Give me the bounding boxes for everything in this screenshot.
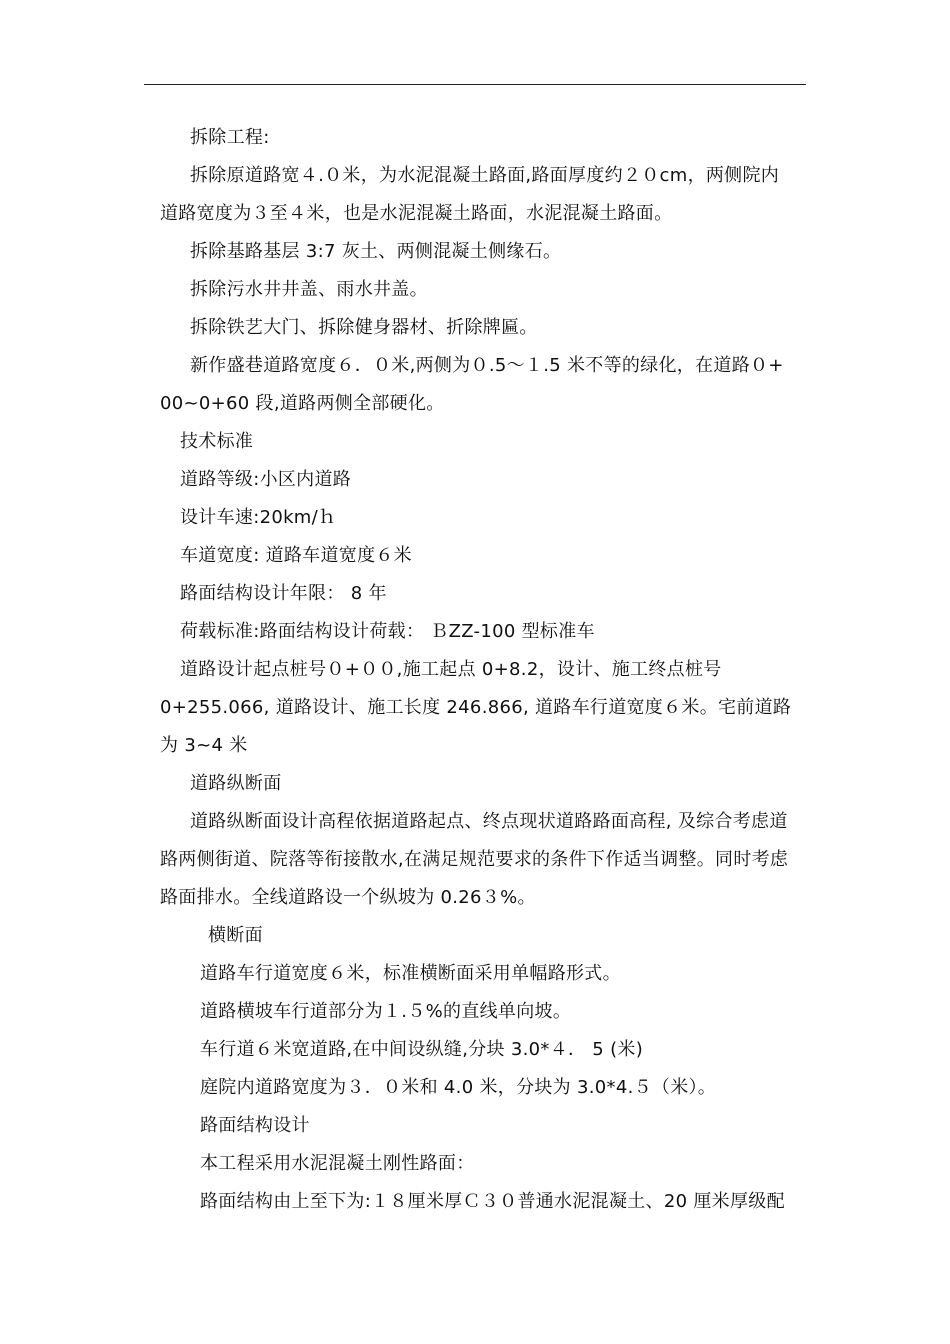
heading-demolition: 拆除工程:: [190, 127, 270, 148]
paragraph-line: 路面结构由上至下为:１８厘米厚Ｃ３０普通水泥混凝土、20 厘米厚级配: [200, 1191, 785, 1212]
heading-cross-section: 横断面: [208, 925, 263, 946]
paragraph-line: 新作盛巷道路宽度６．０米,两侧为０.5～１.5 米不等的绿化，在道路０+: [190, 355, 784, 376]
spec-line: 设计车速:20km/ｈ: [180, 507, 337, 528]
paragraph-line: 车行道６米宽道路,在中间设纵缝,分块 3.0*４． 5 (米): [200, 1039, 644, 1060]
paragraph-line: 拆除原道路宽４.０米，为水泥混凝土路面,路面厚度约２０cm，两侧院内: [190, 165, 780, 186]
paragraph-line: 为 3~4 米: [160, 735, 248, 756]
heading-longitudinal-section: 道路纵断面: [190, 773, 282, 794]
paragraph-line: 拆除铁艺大门、拆除健身器材、折除牌匾。: [190, 317, 538, 338]
spec-line: 荷载标准:路面结构设计荷载： ＢZZ-100 型标准车: [180, 621, 595, 642]
paragraph-line: 道路横坡车行道部分为１.５%的直线单向坡。: [200, 1001, 572, 1022]
spec-line: 路面结构设计年限： 8 年: [180, 583, 387, 604]
paragraph-line: 拆除污水井井盖、雨水井盖。: [190, 279, 428, 300]
paragraph-line: 道路纵断面设计高程依据道路起点、终点现状道路路面高程, 及综合考虑道: [190, 811, 788, 832]
paragraph-line: 道路宽度为３至４米，也是水泥混凝土路面，水泥混凝土路面。: [160, 203, 673, 224]
paragraph-line: 庭院内道路宽度为３．０米和 4.0 米，分块为 3.0*4.５（米）。: [200, 1077, 717, 1098]
paragraph-line: 拆除基路基层 3:7 灰土、两侧混凝土侧缘石。: [190, 241, 562, 262]
heading-technical-standard: 技术标准: [180, 431, 254, 452]
paragraph-line: 0+255.066, 道路设计、施工长度 246.866, 道路车行道宽度６米。宅前道路: [160, 697, 792, 718]
document-body: [160, 119, 808, 1221]
paragraph-line: 路面排水。全线道路设一个纵坡为 0.26３%。: [160, 887, 536, 908]
spec-line: 道路等级:小区内道路: [180, 469, 352, 490]
spec-line: 车道宽度: 道路车道宽度６米: [180, 545, 412, 566]
paragraph-line: 道路设计起点桩号０+００,施工起点 0+8.2，设计、施工终点桩号: [180, 659, 722, 680]
paragraph-line: 本工程采用水泥混凝土刚性路面：: [200, 1153, 475, 1174]
paragraph-line: 道路车行道宽度６米，标准横断面采用单幅路形式。: [200, 963, 621, 984]
heading-pavement-structure: 路面结构设计: [200, 1115, 310, 1136]
header-rule: [144, 84, 806, 85]
paragraph-line: 00~0+60 段,道路两侧全部硬化。: [160, 393, 445, 414]
paragraph-line: 路两侧街道、院落等衔接散水,在满足规范要求的条件下作适当调整。同时考虑: [160, 849, 789, 870]
